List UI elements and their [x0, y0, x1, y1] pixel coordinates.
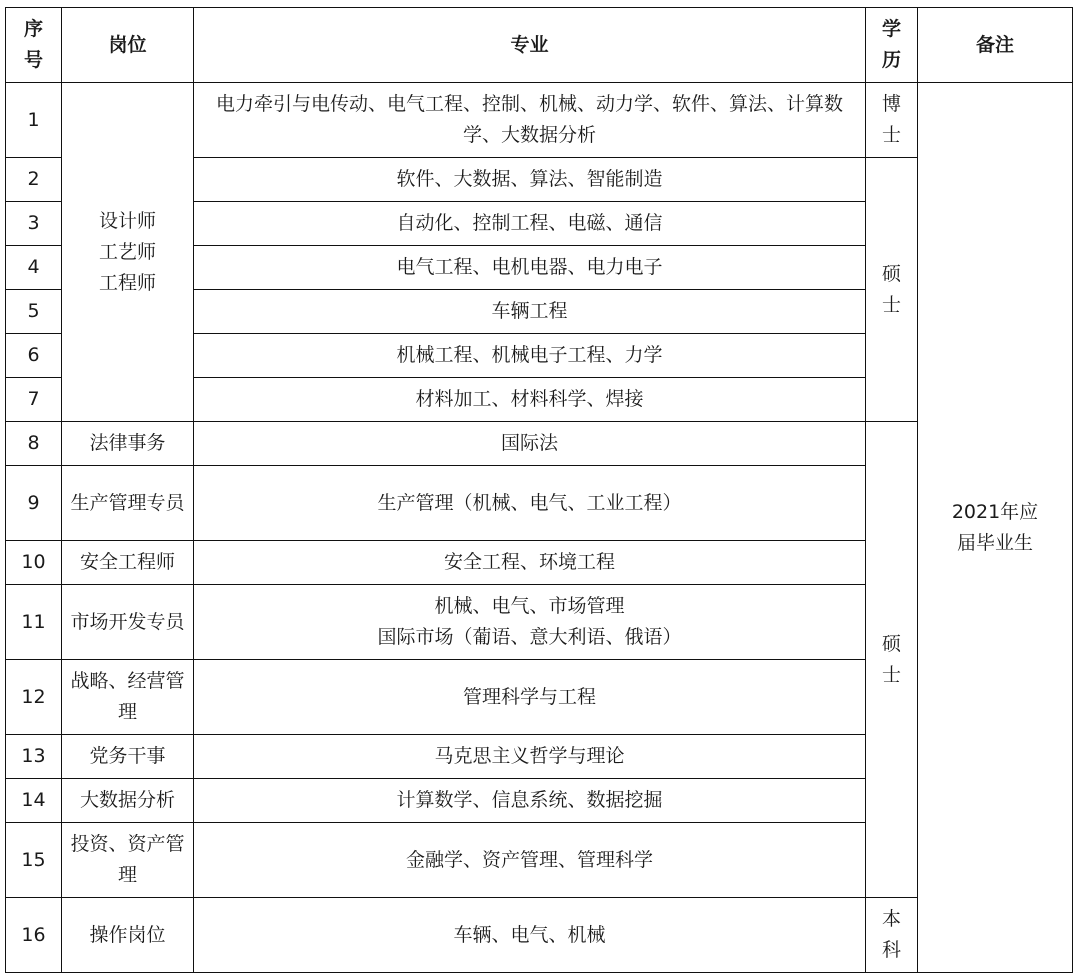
- major-cell: 国际法: [194, 422, 866, 466]
- major-cell: 机械工程、机械电子工程、力学: [194, 334, 866, 378]
- major-cell: 自动化、控制工程、电磁、通信: [194, 202, 866, 246]
- row-index: 12: [6, 660, 62, 735]
- row-index: 11: [6, 585, 62, 660]
- major-cell: 管理科学与工程: [194, 660, 866, 735]
- major-cell: 金融学、资产管理、管理科学: [194, 823, 866, 898]
- major-cell: [194, 585, 866, 660]
- header-row: [6, 8, 1073, 83]
- major-cell: 电力牵引与电传动、电气工程、控制、机械、动力学、软件、算法、计算数学、大数据分析: [194, 83, 866, 158]
- header-remark: 备注: [918, 8, 1073, 83]
- major-line: 机械、电气、市场管理: [434, 595, 625, 617]
- position-cell: 生产管理专员: [62, 466, 194, 541]
- table-row: [6, 422, 1073, 466]
- row-index: 2: [6, 158, 62, 202]
- degree-cell-doctor: 博士: [866, 83, 918, 158]
- position-line: 工艺师: [98, 240, 156, 263]
- row-index: 8: [6, 422, 62, 466]
- position-cell-design-group: [62, 83, 194, 422]
- major-cell: 电气工程、电机电器、电力电子: [194, 246, 866, 290]
- degree-cell-bachelor: 本科: [866, 898, 918, 973]
- position-line: 工程师: [98, 271, 156, 294]
- row-index: 13: [6, 735, 62, 779]
- row-index: 15: [6, 823, 62, 898]
- header-degree: 学历: [866, 8, 918, 83]
- recruitment-table: [5, 7, 1073, 973]
- major-cell: 安全工程、环境工程: [194, 541, 866, 585]
- row-index: 10: [6, 541, 62, 585]
- row-index: 4: [6, 246, 62, 290]
- position-line: 设计师: [98, 209, 156, 232]
- row-index: 5: [6, 290, 62, 334]
- row-index: 6: [6, 334, 62, 378]
- major-cell: 材料加工、材料科学、焊接: [194, 378, 866, 422]
- major-cell: 车辆工程: [194, 290, 866, 334]
- position-cell: 党务干事: [62, 735, 194, 779]
- degree-cell-master: 硕士: [866, 422, 918, 898]
- major-line: 国际市场（葡语、意大利语、俄语）: [377, 626, 682, 648]
- header-major: 专业: [194, 8, 866, 83]
- header-index: 序号: [6, 8, 62, 83]
- major-cell: 计算数学、信息系统、数据挖掘: [194, 779, 866, 823]
- major-cell: 车辆、电气、机械: [194, 898, 866, 973]
- row-index: 3: [6, 202, 62, 246]
- recruitment-table-wrapper: [5, 7, 1073, 973]
- header-position: 岗位: [62, 8, 194, 83]
- row-index: 9: [6, 466, 62, 541]
- degree-cell-master: 硕士: [866, 158, 918, 422]
- table-row: [6, 83, 1073, 158]
- major-cell: 生产管理（机械、电气、工业工程）: [194, 466, 866, 541]
- position-cell: 市场开发专员: [62, 585, 194, 660]
- row-index: 7: [6, 378, 62, 422]
- row-index: 16: [6, 898, 62, 973]
- row-index: 1: [6, 83, 62, 158]
- position-cell: 安全工程师: [62, 541, 194, 585]
- position-cell: 投资、资产管理: [62, 823, 194, 898]
- major-cell: 马克思主义哲学与理论: [194, 735, 866, 779]
- table-row: [6, 898, 1073, 973]
- position-cell: 操作岗位: [62, 898, 194, 973]
- major-cell: 软件、大数据、算法、智能制造: [194, 158, 866, 202]
- remark-cell: 2021年应届毕业生: [918, 83, 1073, 973]
- position-cell: 战略、经营管理: [62, 660, 194, 735]
- position-cell: 大数据分析: [62, 779, 194, 823]
- position-cell: 法律事务: [62, 422, 194, 466]
- row-index: 14: [6, 779, 62, 823]
